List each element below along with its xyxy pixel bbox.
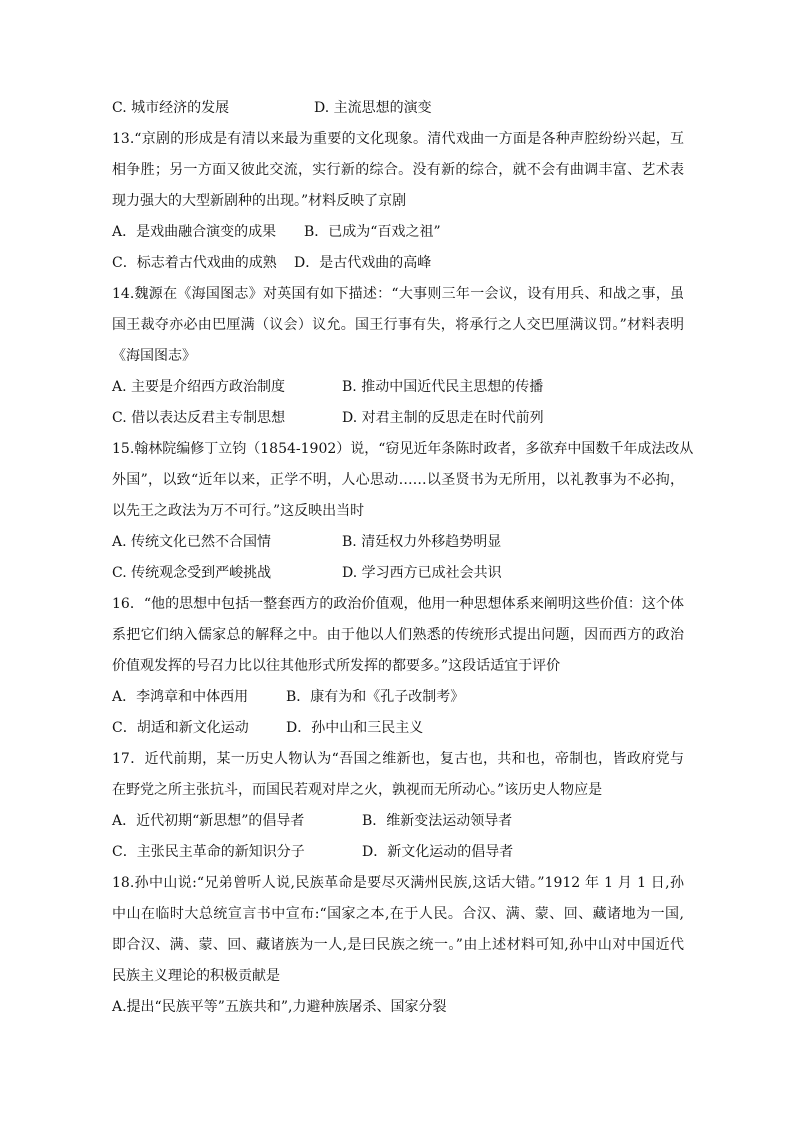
q16-option-a: A．李鸿章和中体西用: [112, 689, 249, 705]
q15-stem-line: 以先王之政法为万不可行。”这反映出当时: [112, 503, 365, 519]
q15-option-c: C. 传统观念受到严峻挑战: [112, 565, 272, 581]
q17-option-d: D．新文化运动的倡导者: [362, 844, 514, 860]
q18-stem-line: 即合汉、满、蒙、回、藏诸族为一人,是曰民族之统一。”由上述材料可知,孙中山对中国近代: [112, 937, 684, 953]
q16-option-b: B．康有为和《孔子改制考》: [286, 689, 465, 705]
q12-options: [112, 98, 684, 118]
q17-option-b: B．维新变法运动领导者: [362, 813, 513, 829]
q17-options-row: [112, 811, 684, 831]
q12-option-c: C. 城市经济的发展: [112, 100, 230, 116]
q13-options-row: [112, 253, 684, 273]
q13-option-c: C．标志着古代戏曲的成熟: [112, 255, 277, 271]
question-15: [112, 439, 694, 583]
q17-stem-line: 17．近代前期，某一历史人物认为“吾国之维新也，复古也，共和也，帝制也，皆政府党与: [112, 751, 684, 767]
q16-stem-line: 系把它们纳入儒家总的解释之中。由于他以人们熟悉的传统形式提出问题，因而西方的政治: [112, 627, 684, 643]
q14-stem-line: 14.魏源在《海国图志》对英国有如下描述：“大事则三年一会议，设有用兵、和战之事，虽: [112, 286, 684, 302]
q16-stem-line: 16．“他的思想中包括一整套西方的政治价值观，他用一种思想体系来阐明这些价值：这个体: [112, 596, 684, 612]
q13-stem-line: 13.“京剧的形成是有清以来最为重要的文化现象。清代戏曲一方面是各种声腔纷纷兴起，互: [112, 131, 684, 147]
q14-option-d: D. 对君主制的反思走在时代前列: [342, 410, 544, 426]
q14-options-row: [112, 377, 684, 397]
question-14: [112, 284, 684, 428]
q14-stem-line: 国王裁夺亦必由巴厘满（议会）议允。国王行事有失，将承行之人交巴厘满议罚。”材料表明: [112, 317, 684, 333]
q17-stem-line: 在野党之所主张抗斗，而国民若观对岸之火，孰视而无所动心。”该历史人物应是: [112, 782, 603, 798]
question-13: [112, 129, 684, 273]
q18-stem-line: 中山在临时大总统宣言书中宣布:“国家之本,在于人民。合汉、满、蒙、回、藏诸地为一国,: [112, 906, 684, 922]
q15-options-row: [112, 532, 684, 552]
q16-stem-line: 价值观发挥的号召力比以往其他形式所发挥的都要多。”这段话适宜于评价: [112, 658, 561, 674]
q14-option-a: A. 主要是介绍西方政治制度: [112, 379, 286, 395]
question-18: [112, 873, 684, 1017]
exam-page: [112, 98, 694, 1028]
q16-option-d: D．孙中山和三民主义: [286, 720, 424, 736]
q16-option-c: C．胡适和新文化运动: [112, 720, 249, 736]
q13-stem-line: 相争胜；另一方面又彼此交流，实行新的综合。没有新的综合，就不会有曲调丰富、艺术表: [112, 162, 684, 178]
q18-stem-line: 18.孙中山说:“兄弟曾听人说,民族革命是要尽灭满州民族,这话大错。”1912 年 1 月 1 日,孙: [112, 875, 684, 891]
q16-options-row: [112, 718, 684, 738]
q15-option-b: B. 清廷权力外移趋势明显: [342, 534, 502, 550]
q12-option-d: D. 主流思想的演变: [314, 100, 432, 116]
q14-options-row: [112, 408, 684, 428]
q17-option-a: A．近代初期“新思想”的倡导者: [112, 813, 305, 829]
q13-options-row: [112, 222, 684, 242]
q15-stem-line: 15.翰林院编修丁立钧（1854-1902）说，“窃见近年条陈时政者，多欲弃中国数千年成法改从: [112, 441, 694, 457]
q13-stem-line: 现力强大的大型新剧种的出现。”材料反映了京剧: [112, 193, 407, 209]
q15-stem-line: 外国”，以致“近年以来，正学不明，人心思动……以圣贤书为无所用，以礼教事为不必拘，: [112, 472, 684, 488]
q15-option-a: A. 传统文化已然不合国情: [112, 534, 272, 550]
q18-stem-line: 民族主义理论的积极贡献是: [112, 968, 280, 984]
q14-option-b: B. 推动中国近代民主思想的传播: [342, 379, 544, 395]
q17-option-c: C．主张民主革命的新知识分子: [112, 844, 305, 860]
q15-options-row: [112, 563, 684, 583]
q14-option-c: C. 借以表达反君主专制思想: [112, 410, 286, 426]
q17-options-row: [112, 842, 684, 862]
q14-stem-line: 《海国图志》: [112, 348, 196, 364]
question-16: [112, 594, 684, 738]
q15-option-d: D. 学习西方已成社会共识: [342, 565, 502, 581]
q13-option-a: A．是戏曲融合演变的成果: [112, 224, 277, 240]
q18-option-a: A.提出“民族平等”五族共和”,力避种族屠杀、国家分裂: [112, 999, 447, 1015]
question-17: [112, 749, 684, 862]
q13-option-b: B．已成为“百戏之祖”: [304, 224, 441, 240]
q16-options-row: [112, 687, 684, 707]
q13-option-d: D．是古代戏曲的高峰: [294, 255, 432, 271]
